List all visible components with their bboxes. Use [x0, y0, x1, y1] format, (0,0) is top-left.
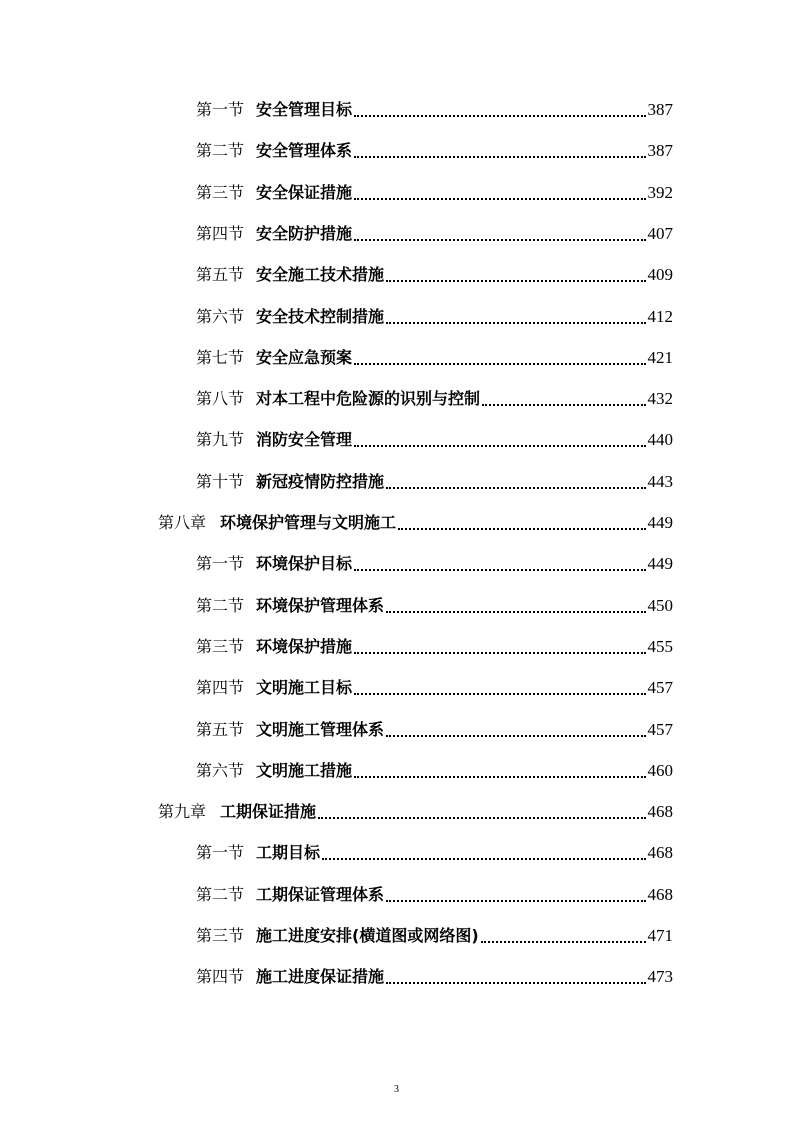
- toc-section-entry[interactable]: [196, 922, 673, 946]
- entry-page-number: 387: [647, 100, 673, 119]
- dot-leader: [386, 886, 645, 902]
- entry-number: 第三节: [196, 926, 245, 945]
- entry-title: 安全管理体系: [256, 141, 353, 160]
- dot-leader: [386, 473, 645, 489]
- toc-section-entry[interactable]: [196, 468, 673, 492]
- toc-section-entry[interactable]: [196, 426, 673, 450]
- entry-title: 工期保证管理体系: [256, 885, 385, 904]
- entry-number: 第四节: [196, 967, 245, 986]
- toc-section-entry[interactable]: [196, 385, 673, 409]
- dot-leader: [354, 762, 645, 778]
- entry-number: 第九节: [196, 430, 245, 449]
- toc-section-entry[interactable]: [196, 303, 673, 327]
- entry-title: 安全保证措施: [256, 183, 353, 202]
- entry-number: 第三节: [196, 637, 245, 656]
- entry-number: 第三节: [196, 183, 245, 202]
- dot-leader: [354, 555, 645, 571]
- entry-number: 第二节: [196, 596, 245, 615]
- dot-leader: [354, 142, 645, 158]
- entry-page-number: 471: [647, 926, 673, 945]
- entry-number: 第一节: [196, 843, 245, 862]
- dot-leader: [354, 638, 645, 654]
- entry-page-number: 387: [647, 141, 673, 160]
- page-number: 3: [394, 1084, 399, 1095]
- toc-section-entry[interactable]: [196, 344, 673, 368]
- dot-leader: [481, 927, 646, 943]
- entry-title: 安全技术控制措施: [256, 307, 385, 326]
- dot-leader: [386, 968, 645, 984]
- toc-section-entry[interactable]: [196, 963, 673, 987]
- entry-page-number: 421: [647, 348, 673, 367]
- entry-page-number: 449: [647, 513, 673, 532]
- toc-chapter-entry[interactable]: [158, 798, 673, 822]
- entry-title: 消防安全管理: [256, 430, 353, 449]
- dot-leader: [354, 349, 645, 365]
- toc-section-entry[interactable]: [196, 881, 673, 905]
- entry-number: 第五节: [196, 265, 245, 284]
- dot-leader: [386, 266, 645, 282]
- entry-number: 第四节: [196, 678, 245, 697]
- dot-leader: [354, 431, 645, 447]
- entry-page-number: 432: [647, 389, 673, 408]
- entry-number: 第十节: [196, 472, 245, 491]
- toc-section-entry[interactable]: [196, 757, 673, 781]
- toc-section-entry[interactable]: [196, 674, 673, 698]
- entry-page-number: 468: [647, 802, 673, 821]
- dot-leader: [322, 844, 645, 860]
- entry-page-number: 468: [647, 843, 673, 862]
- toc-section-entry[interactable]: [196, 839, 673, 863]
- toc-section-entry[interactable]: [196, 716, 673, 740]
- entry-number: 第七节: [196, 348, 245, 367]
- entry-title: 施工进度安排(横道图或网络图): [256, 926, 479, 945]
- entry-page-number: 440: [647, 430, 673, 449]
- entry-title: 文明施工目标: [256, 678, 353, 697]
- entry-number: 第六节: [196, 761, 245, 780]
- dot-leader: [354, 184, 645, 200]
- entry-title: 环境保护目标: [256, 554, 353, 573]
- dot-leader: [398, 514, 645, 530]
- dot-leader: [354, 225, 645, 241]
- toc-section-entry[interactable]: [196, 592, 673, 616]
- dot-leader: [482, 390, 645, 406]
- entry-title: 工期保证措施: [220, 802, 317, 821]
- entry-page-number: 468: [647, 885, 673, 904]
- toc-section-entry[interactable]: [196, 137, 673, 161]
- entry-number: 第一节: [196, 554, 245, 573]
- entry-number: 第八节: [196, 389, 245, 408]
- entry-page-number: 443: [647, 472, 673, 491]
- dot-leader: [386, 597, 645, 613]
- entry-title: 安全管理目标: [256, 100, 353, 119]
- dot-leader: [354, 101, 645, 117]
- entry-page-number: 409: [647, 265, 673, 284]
- entry-page-number: 473: [647, 967, 673, 986]
- entry-page-number: 407: [647, 224, 673, 243]
- entry-title: 安全应急预案: [256, 348, 353, 367]
- entry-title: 安全防护措施: [256, 224, 353, 243]
- entry-title: 文明施工管理体系: [256, 720, 385, 739]
- entry-page-number: 457: [647, 678, 673, 697]
- entry-title: 文明施工措施: [256, 761, 353, 780]
- toc-section-entry[interactable]: [196, 633, 673, 657]
- entry-number: 第二节: [196, 141, 245, 160]
- dot-leader: [386, 721, 645, 737]
- entry-number: 第九章: [158, 802, 207, 821]
- entry-page-number: 412: [647, 307, 673, 326]
- entry-page-number: 392: [647, 183, 673, 202]
- toc-chapter-entry[interactable]: [158, 509, 673, 533]
- toc-section-entry[interactable]: [196, 220, 673, 244]
- toc-section-entry[interactable]: [196, 261, 673, 285]
- entry-title: 工期目标: [256, 843, 321, 862]
- dot-leader: [386, 308, 645, 324]
- entry-title: 对本工程中危险源的识别与控制: [256, 389, 481, 408]
- entry-number: 第五节: [196, 720, 245, 739]
- toc-section-entry[interactable]: [196, 550, 673, 574]
- entry-number: 第四节: [196, 224, 245, 243]
- entry-title: 新冠疫情防控措施: [256, 472, 385, 491]
- entry-number: 第八章: [158, 513, 207, 532]
- entry-number: 第六节: [196, 307, 245, 326]
- entry-page-number: 455: [647, 637, 673, 656]
- entry-page-number: 450: [647, 596, 673, 615]
- toc-section-entry[interactable]: [196, 96, 673, 120]
- entry-title: 安全施工技术措施: [256, 265, 385, 284]
- entry-title: 环境保护措施: [256, 637, 353, 656]
- entry-title: 环境保护管理体系: [256, 596, 385, 615]
- entry-number: 第二节: [196, 885, 245, 904]
- entry-page-number: 457: [647, 720, 673, 739]
- entry-title: 环境保护管理与文明施工: [220, 513, 397, 532]
- entry-title: 施工进度保证措施: [256, 967, 385, 986]
- entry-page-number: 449: [647, 554, 673, 573]
- entry-number: 第一节: [196, 100, 245, 119]
- toc-section-entry[interactable]: [196, 179, 673, 203]
- dot-leader: [318, 803, 645, 819]
- entry-page-number: 460: [647, 761, 673, 780]
- dot-leader: [354, 679, 645, 695]
